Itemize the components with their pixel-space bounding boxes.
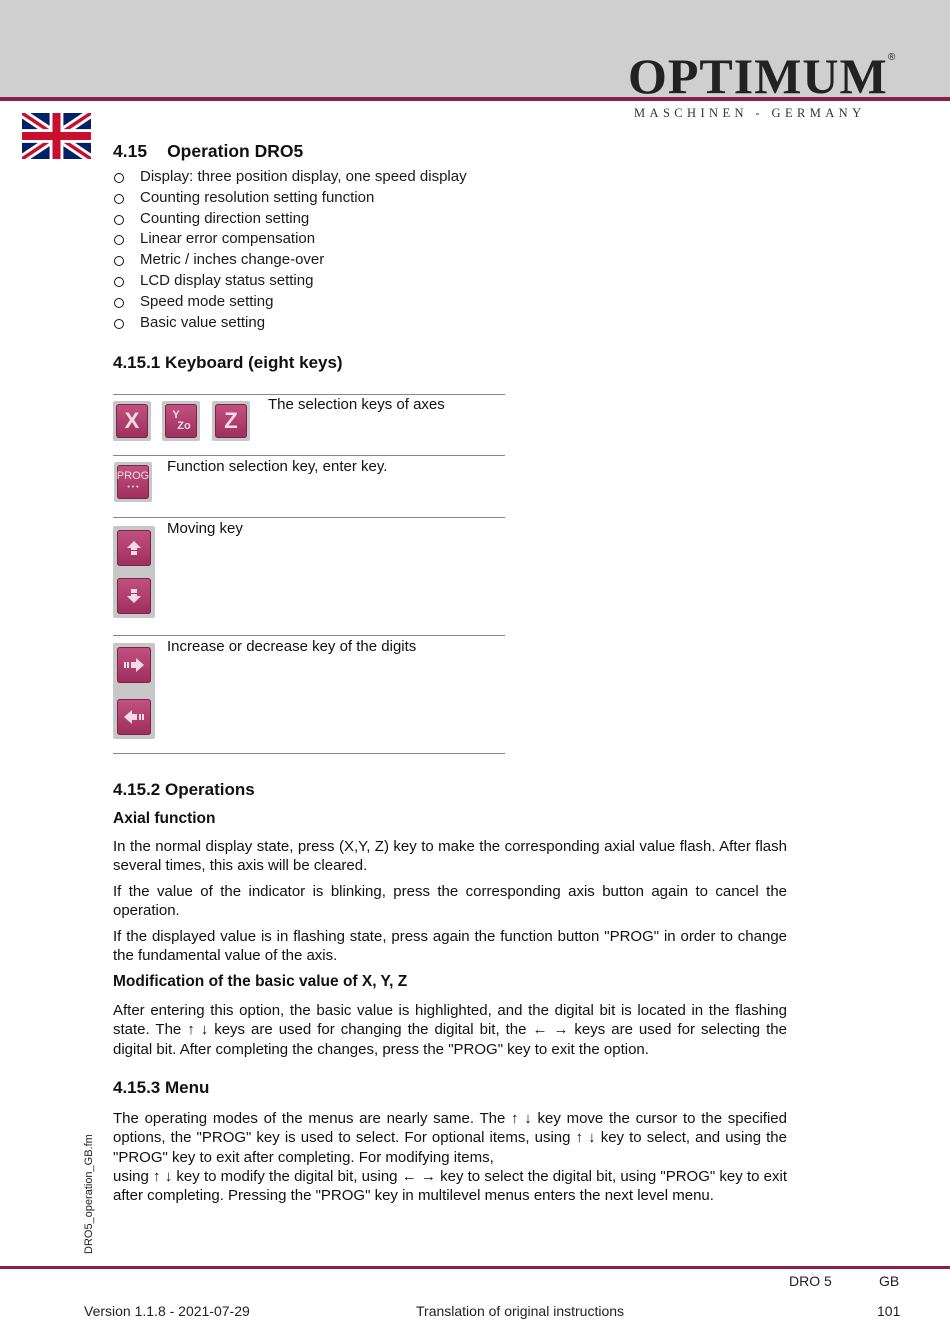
circle-bullet-icon [114,173,124,183]
list-item: Counting resolution setting function [113,188,467,209]
feature-list [113,167,467,333]
key-x: X [113,401,151,441]
circle-bullet-icon [114,319,124,329]
axial-function-title: Axial function [113,810,216,827]
operations-heading: 4.15.2 Operations [113,780,255,799]
circle-bullet-icon [114,215,124,225]
circle-bullet-icon [114,256,124,266]
table-rule [113,394,505,395]
registered-mark: ® [888,52,896,63]
paragraph: If the displayed value is in flashing state, press again the function button "PROG" in order to change the fundamental value of the axis. [113,928,787,965]
list-item: LCD display status setting [113,271,467,292]
footer-version: Version 1.1.8 - 2021-07-29 [84,1303,250,1319]
section-title: Operation DRO5 [167,141,304,161]
uk-flag-icon [22,113,91,159]
key-prog: PROG • • • [114,462,152,502]
footer-product: DRO 5 [789,1273,832,1289]
moving-key-group [113,526,155,618]
circle-bullet-icon [114,235,124,245]
key-description: Function selection key, enter key. [167,458,388,475]
menu-heading: 4.15.3 Menu [113,1078,210,1097]
table-rule [113,517,505,518]
key-description: Increase or decrease key of the digits [167,638,417,655]
table-rule [113,455,505,456]
list-item: Linear error compensation [113,229,467,250]
footer-translation: Translation of original instructions [416,1303,625,1319]
footer-divider [0,1266,950,1269]
digit-key-group [113,643,155,739]
keyboard-heading: 4.15.1 Keyboard (eight keys) [113,353,343,372]
list-item: Metric / inches change-over [113,250,467,271]
list-item: Counting direction setting [113,209,467,230]
paragraph: After entering this option, the basic value is highlighted, and the digital bit is located in the flashing state. The ↑ ↓ keys are used for changing the digital bit, the ← → keys are used for selecting the digital bit. After completing the changes, press the "PROG" key to exit the option. [113,1002,787,1058]
circle-bullet-icon [114,277,124,287]
list-item: Display: three position display, one speed display [113,167,467,188]
table-rule [113,635,505,636]
page-number: 101 [877,1303,901,1319]
arrow-down-icon [117,578,151,614]
circle-bullet-icon [114,194,124,204]
key-description: Moving key [167,520,243,537]
arrow-up-icon [117,530,151,566]
circle-bullet-icon [114,298,124,308]
paragraph: If the value of the indicator is blinking, press the corresponding axis button again to cancel the operation. [113,883,787,920]
paragraph: The operating modes of the menus are nearly same. The ↑ ↓ key move the cursor to the specified options, the "PROG" key is used to select. For optional items, using ↑ ↓ key to select, and using the "PROG" key to exit after completing. For modifying items, [113,1110,787,1166]
brand-logo: OPTIMUM [628,48,888,104]
paragraph: In the normal display state, press (X,Y, Z) key to make the corresponding axial value flash. After flash several times, this axis will be cleared. [113,838,787,875]
paragraph: using ↑ ↓ key to modify the digital bit, using ← → key to select the digital bit, using "PROG" key to exit after completing. Pressing the "PROG" key in multilevel menus enters the next level menu. [113,1168,787,1205]
section-number: 4.15 [113,141,148,161]
arrow-left-icon [117,699,151,735]
list-item: Basic value setting [113,313,467,334]
list-item: Speed mode setting [113,292,467,313]
modification-title: Modification of the basic value of X, Y, Z [113,973,408,990]
section-heading [113,141,303,162]
brand-tagline: MASCHINEN - GERMANY [634,106,866,120]
arrow-right-icon [117,647,151,683]
key-y-zo: Y Zo [162,401,200,441]
footer-language: GB [879,1273,900,1289]
key-description: The selection keys of axes [268,396,445,413]
table-rule [113,753,505,754]
key-z: Z [212,401,250,441]
source-file-label: DRO5_operation_GB.fm [83,1134,95,1254]
